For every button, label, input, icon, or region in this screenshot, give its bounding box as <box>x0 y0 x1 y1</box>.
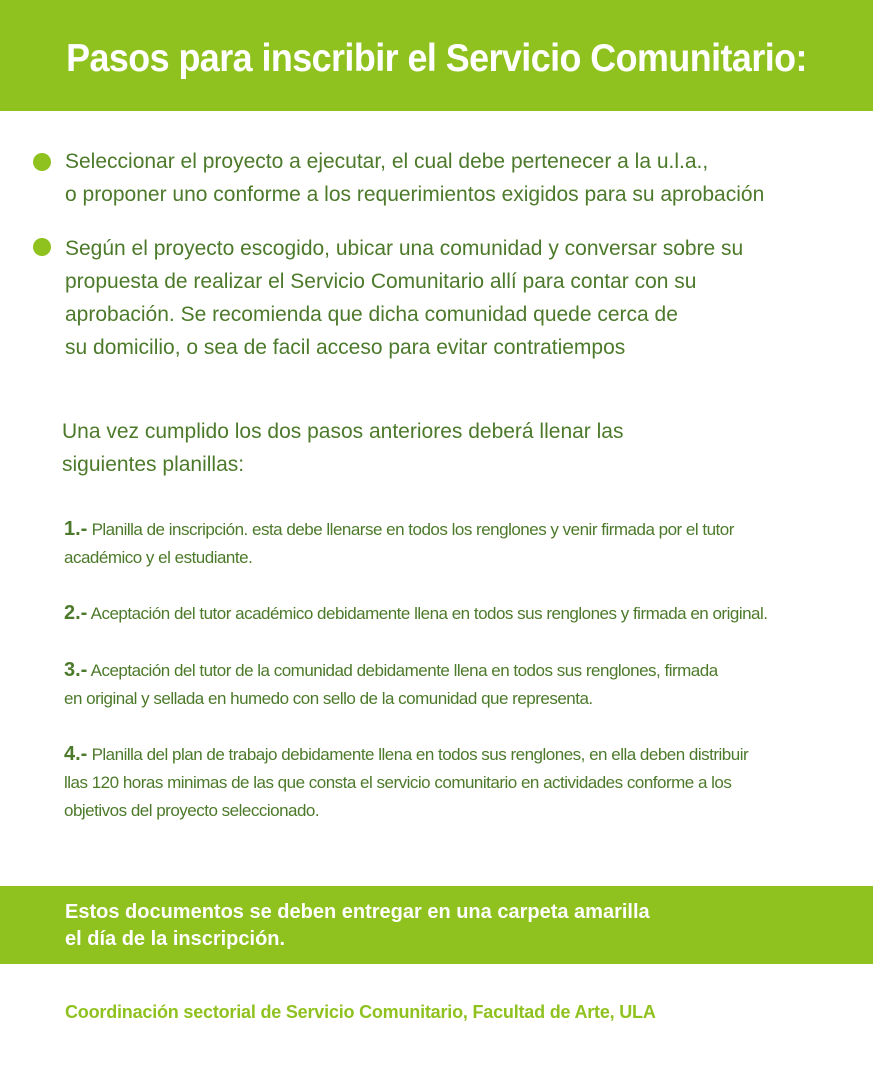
step-item <box>64 740 844 825</box>
bullet-dot-icon <box>33 238 51 256</box>
step-text: Planilla de inscripción. esta debe llenarse en todos los renglones y venir firmada por el tutor académico y el estudiante. <box>64 520 734 567</box>
step-item <box>64 656 844 713</box>
credit-line: Coordinación sectorial de Servicio Comunitario, Facultad de Arte, ULA <box>65 1002 656 1022</box>
step-item <box>64 515 844 572</box>
notice-text: Estos documentos se deben entregar en una carpeta amarilla el día de la inscripción. <box>65 901 650 950</box>
bullet-item: Seleccionar el proyecto a ejecutar, el cual debe pertenecer a la u.l.a., o proponer uno conforme a los requerimientos exigidos para su aprobación <box>65 150 765 206</box>
step-text: Aceptación del tutor de la comunidad debidamente llena en todos sus renglones, firmada en original y sellada en humedo con sello de la comunidad que representa. <box>64 661 718 708</box>
step-number: 4.- <box>64 743 88 765</box>
step-number: 1.- <box>64 518 88 540</box>
step-item <box>64 599 844 628</box>
intro-text: Una vez cumplido los dos pasos anteriores deberá llenar las siguientes planillas: <box>62 420 624 476</box>
bullet-dot-icon <box>33 153 51 171</box>
step-text: Planilla del plan de trabajo debidamente llena en todos sus renglones, en ella deben distribuir llas 120 horas minimas de las que consta el servicio comunitario en actividades conforme a los objetivos del proyecto seleccionado. <box>64 745 749 820</box>
step-number: 2.- <box>64 602 88 624</box>
bullet-item: Según el proyecto escogido, ubicar una comunidad y conversar sobre su propuesta de realizar el Servicio Comunitario allí para contar con su aprobación. Se recomienda que dicha comunidad quede cerca de su domicilio, o sea de facil acceso para evitar contratiempos <box>65 237 744 359</box>
step-text: Aceptación del tutor académico debidamente llena en todos sus renglones y firmada en original. <box>87 604 768 623</box>
notice-banner <box>0 886 873 964</box>
header-banner <box>0 0 873 111</box>
page-title: Pasos para inscribir el Servicio Comunitario: <box>66 37 807 80</box>
step-number: 3.- <box>64 659 88 681</box>
